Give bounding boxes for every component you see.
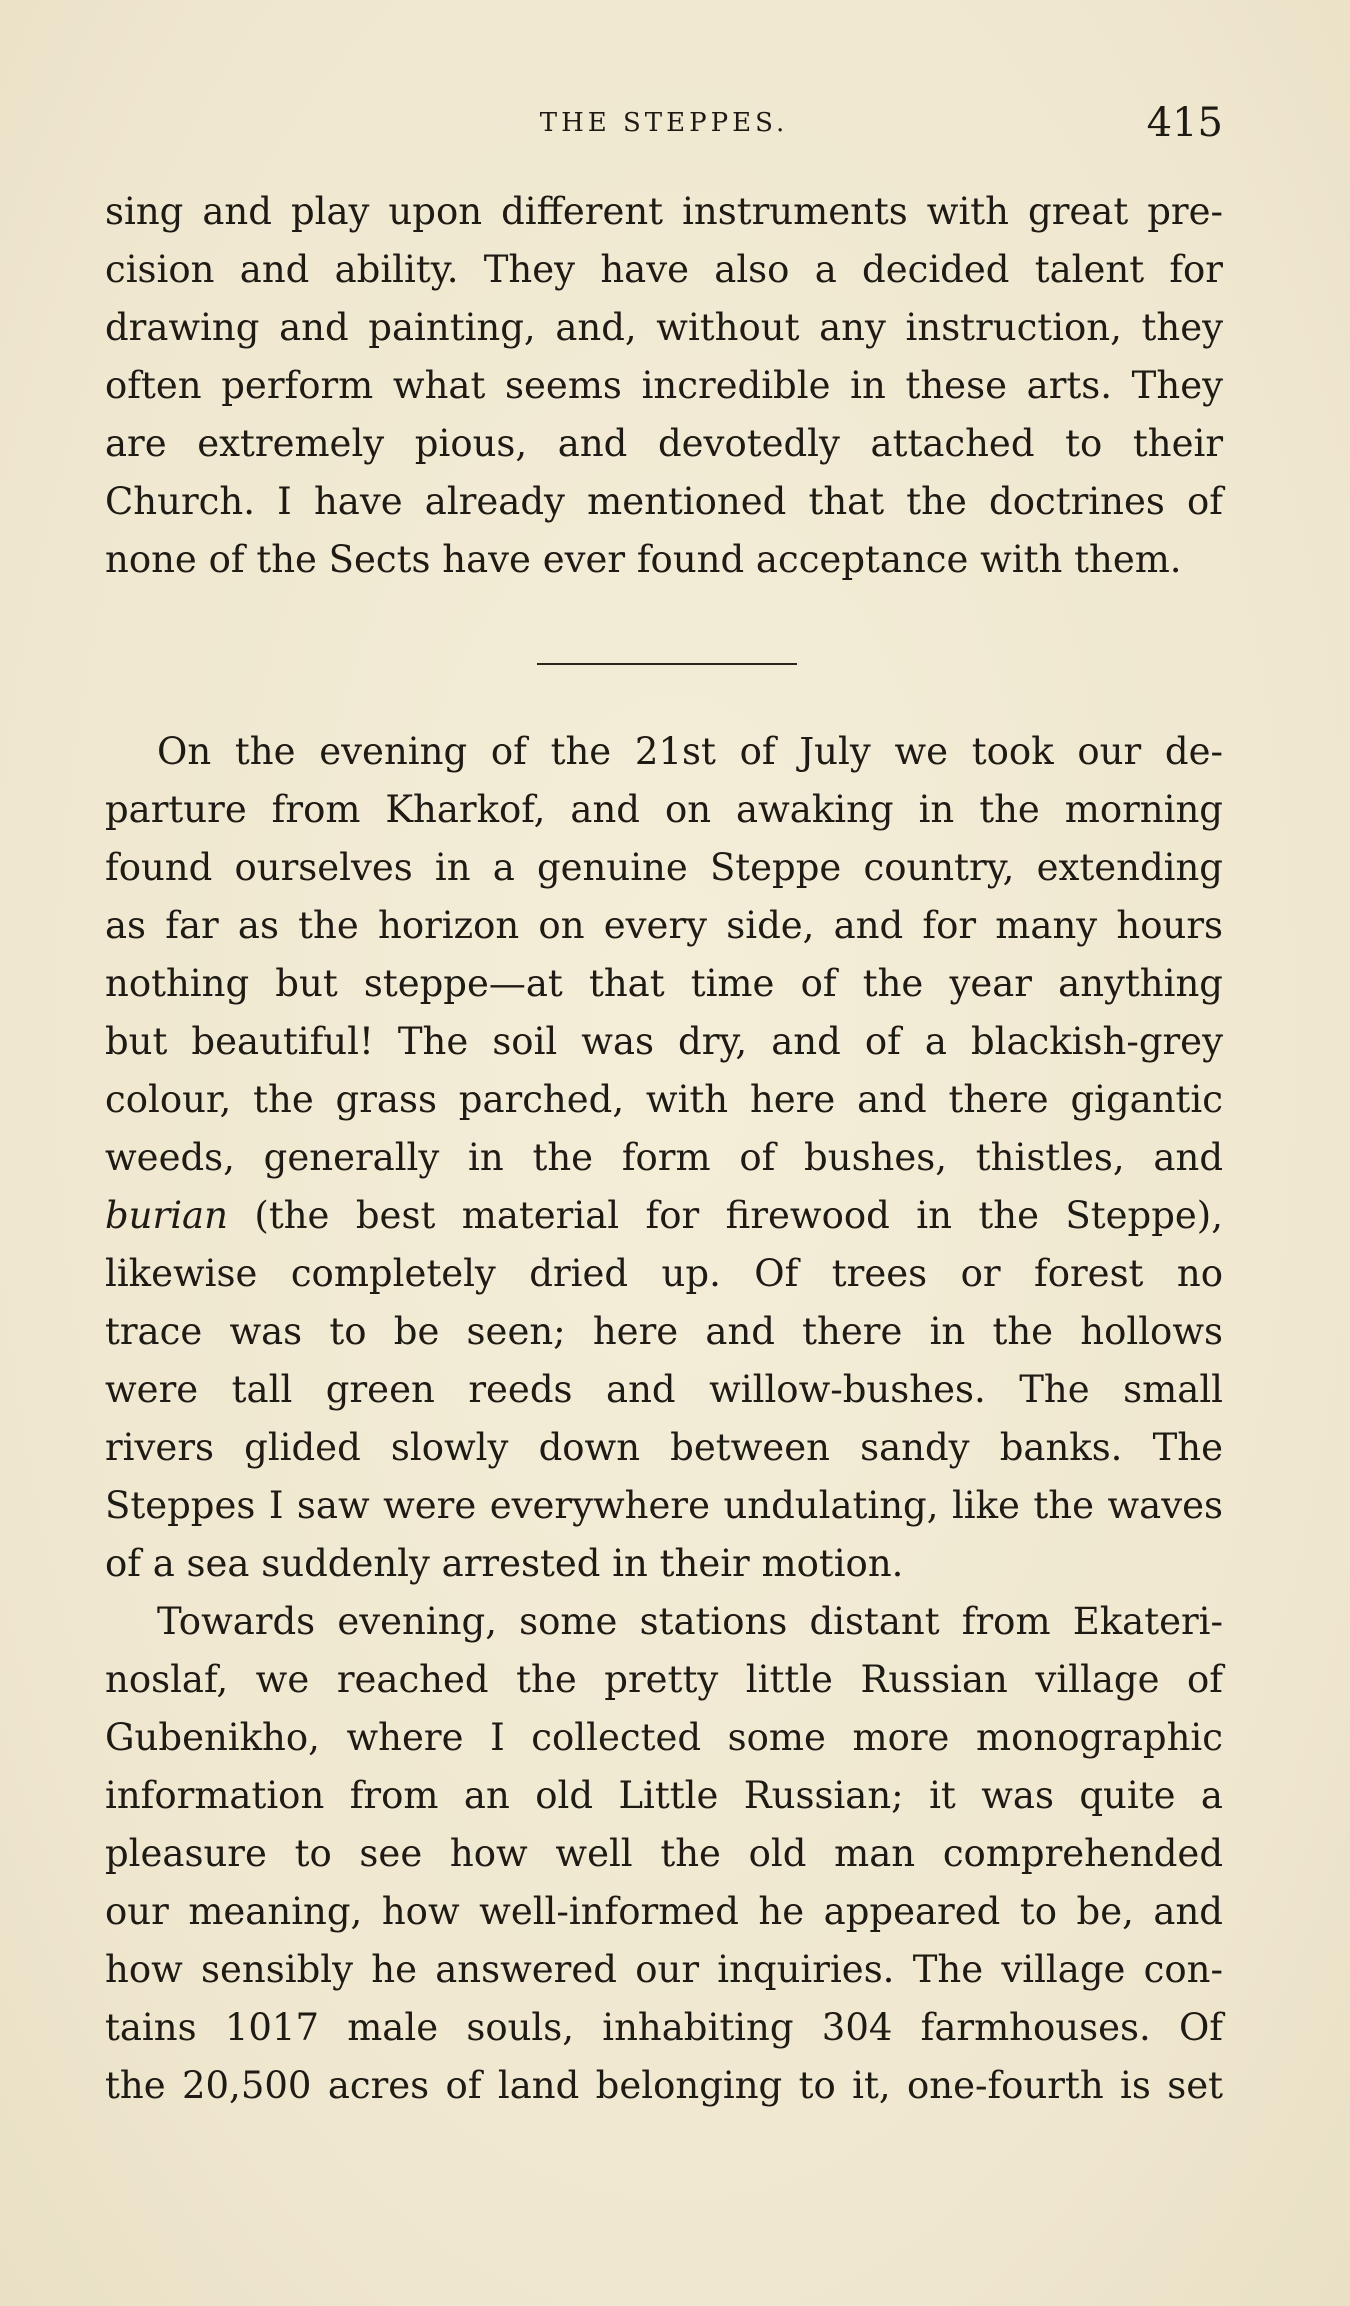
text-line: colour, the grass parched, with here and there gigantic (105, 1078, 1223, 1121)
text-line: rivers glided slowly down between sandy banks. The (105, 1426, 1223, 1469)
line-remainder: (the best material for firewood in the Steppe), (254, 1194, 1223, 1237)
text-line: tains 1017 male souls, inhabiting 304 farmhouses. Of (105, 2006, 1223, 2049)
text-line: the 20,500 acres of land belonging to it, one-fourth is set (105, 2064, 1223, 2107)
text-line: Church. I have already mentioned that the doctrines of (105, 480, 1223, 523)
running-title: THE STEPPES. (539, 108, 789, 138)
page-number: 415 (1146, 100, 1223, 146)
text-line: parture from Kharkof, and on awaking in the morning (105, 788, 1223, 831)
running-head (105, 100, 1223, 150)
text-line: likewise completely dried up. Of trees or forest no (105, 1252, 1223, 1295)
text-line: our meaning, how well-informed he appeared to be, and (105, 1890, 1223, 1933)
paragraph-steppe-journey (105, 723, 1223, 2115)
text-line (105, 1187, 1223, 1245)
text-line: as far as the horizon on every side, and for many hours (105, 904, 1223, 947)
text-line: sing and play upon different instruments with great pre- (105, 190, 1223, 233)
text-line: drawing and painting, and, without any instruction, they (105, 306, 1223, 349)
text-line: Gubenikho, where I collected some more monographic (105, 1716, 1223, 1759)
text-line: how sensibly he answered our inquiries. The village con- (105, 1948, 1223, 1991)
text-line: are extremely pious, and devotedly attached to their (105, 422, 1223, 465)
text-line: information from an old Little Russian; it was quite a (105, 1774, 1223, 1817)
text-line: cision and ability. They have also a decided talent for (105, 248, 1223, 291)
text-line: pleasure to see how well the old man comprehended (105, 1832, 1223, 1875)
italic-word: burian (105, 1194, 228, 1237)
text-line: trace was to be seen; here and there in the hollows (105, 1310, 1223, 1353)
text-line: often perform what seems incredible in these arts. They (105, 364, 1223, 407)
text-line: were tall green reeds and willow-bushes. The small (105, 1368, 1223, 1411)
text-line: On the evening of the 21st of July we took our de- (157, 730, 1223, 773)
text-line: but beautiful! The soil was dry, and of a blackish-grey (105, 1020, 1223, 1063)
text-line: Towards evening, some stations distant from Ekateri- (157, 1600, 1223, 1643)
text-line: weeds, generally in the form of bushes, thistles, and (105, 1136, 1223, 1179)
text-line: none of the Sects have ever found acceptance with them. (105, 538, 1182, 581)
text-line: of a sea suddenly arrested in their motion. (105, 1542, 904, 1585)
text-line: noslaf, we reached the pretty little Russian village of (105, 1658, 1223, 1701)
text-line: found ourselves in a genuine Steppe country, extending (105, 846, 1223, 889)
section-divider (537, 663, 797, 665)
text-line: nothing but steppe—at that time of the year anything (105, 962, 1223, 1005)
text-line: Steppes I saw were everywhere undulating, like the waves (105, 1484, 1223, 1527)
paragraph-continued (105, 183, 1223, 589)
